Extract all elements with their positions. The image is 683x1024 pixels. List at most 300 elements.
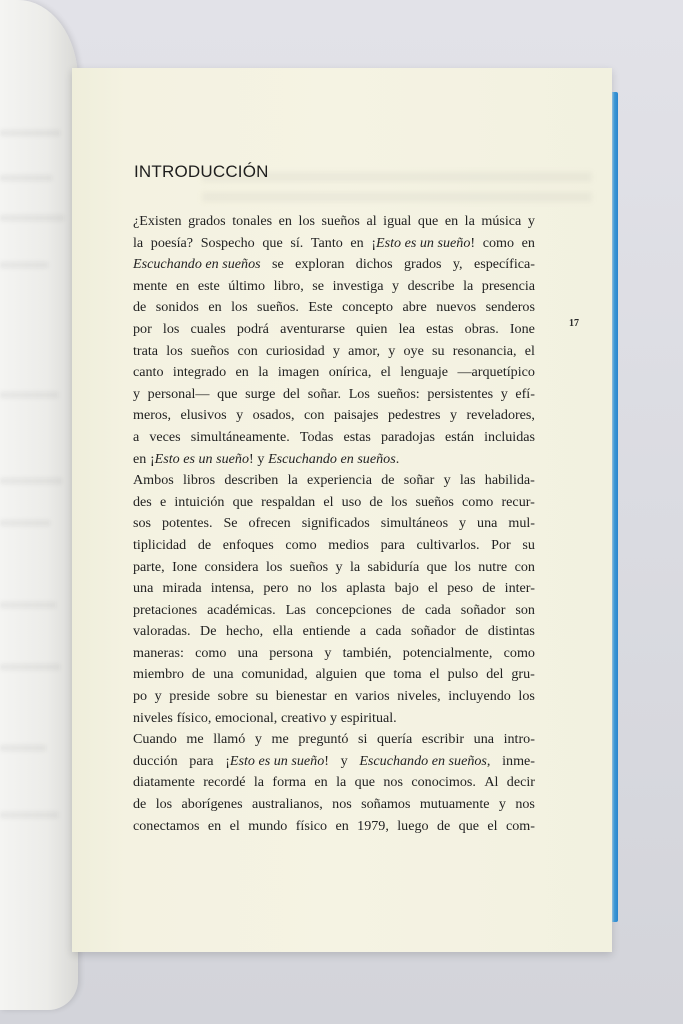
text-line — [133, 297, 535, 319]
text-run: ducción — [133, 752, 178, 769]
word — [183, 470, 215, 492]
word — [447, 578, 473, 600]
text-run: como — [462, 493, 494, 510]
text-run: con — [304, 407, 325, 424]
italic-title: Escuchando en sueños — [133, 256, 261, 273]
word — [366, 211, 376, 233]
word — [203, 772, 245, 794]
word — [133, 578, 153, 600]
word — [176, 276, 189, 298]
text-line — [133, 427, 535, 449]
text-run: Este — [308, 299, 333, 316]
text-run: físico — [295, 817, 328, 834]
text-run: y — [332, 342, 340, 359]
text-run: y — [498, 796, 506, 813]
word — [166, 341, 182, 363]
word — [303, 621, 351, 643]
word — [356, 254, 393, 276]
text-run: una — [133, 580, 154, 597]
text-run: el — [429, 666, 440, 683]
word — [288, 470, 298, 492]
text-run: en — [334, 688, 348, 705]
word — [422, 729, 464, 751]
word — [133, 492, 152, 514]
word — [335, 816, 348, 838]
text-run: son — [515, 601, 535, 618]
text-run: Ione — [172, 558, 198, 575]
text-line — [133, 729, 535, 751]
word — [393, 664, 421, 686]
word — [430, 664, 440, 686]
text-run: de — [197, 536, 212, 553]
text-run: están — [445, 428, 475, 445]
word — [262, 233, 282, 255]
text-run: y — [324, 644, 332, 661]
word — [133, 816, 200, 838]
show-through-text — [0, 520, 50, 526]
show-through-text — [0, 602, 56, 608]
text-run: soñador — [410, 623, 456, 640]
word — [162, 513, 213, 535]
text-run: amor, — [348, 342, 381, 359]
word — [349, 384, 370, 406]
word — [369, 492, 382, 514]
word — [478, 557, 507, 579]
text-run: pedestres — [388, 407, 441, 424]
text-run: de — [401, 601, 416, 618]
text-run: no — [297, 580, 312, 597]
text-run: soñar. — [307, 385, 342, 402]
word — [133, 319, 152, 341]
text-run: para — [189, 752, 214, 769]
text-run: me — [271, 731, 289, 748]
text-run: Ione — [509, 320, 535, 337]
word — [445, 211, 458, 233]
text-run: dichos — [355, 256, 393, 273]
word — [486, 297, 535, 319]
word — [217, 384, 237, 406]
word — [133, 427, 139, 449]
word — [453, 254, 463, 276]
text-run: significados — [301, 515, 370, 532]
word — [399, 319, 415, 341]
word — [133, 341, 158, 363]
word — [322, 211, 360, 233]
word — [358, 729, 367, 751]
word — [279, 211, 292, 233]
word — [420, 794, 490, 816]
word — [314, 772, 327, 794]
text-run: en — [521, 234, 535, 251]
text-run: que — [217, 385, 238, 402]
text-run: obras. — [464, 320, 499, 337]
text-run: y — [133, 385, 141, 402]
word — [254, 772, 264, 794]
text-run: mundo — [248, 817, 288, 834]
text-line — [133, 772, 535, 794]
text-run: sueños — [415, 493, 454, 510]
word — [465, 319, 499, 341]
word — [298, 578, 312, 600]
word — [391, 492, 407, 514]
text-run: Al — [484, 774, 499, 791]
word — [162, 578, 201, 600]
word — [316, 600, 392, 622]
text-run: soñador — [460, 601, 506, 618]
word — [237, 319, 269, 341]
text-run: ella — [272, 623, 294, 640]
word — [522, 233, 535, 255]
text-run: ¡ — [225, 752, 230, 769]
text-run: parte, — [133, 558, 165, 575]
text-line — [133, 600, 535, 622]
word — [169, 686, 210, 708]
text-run: las — [459, 472, 476, 489]
word — [308, 297, 332, 319]
text-run: estas — [343, 428, 371, 445]
word — [236, 405, 243, 427]
text-run: escribir — [421, 731, 465, 748]
word — [333, 341, 340, 363]
italic-title: Esto es un sueño — [229, 752, 325, 769]
text-run: y — [500, 385, 508, 402]
text-run: bienestar — [275, 688, 327, 705]
word — [200, 621, 216, 643]
word — [348, 341, 380, 363]
word — [133, 233, 143, 255]
word — [416, 535, 479, 557]
text-run: su — [432, 342, 445, 359]
text-run: De — [200, 623, 217, 640]
text-run: curiosidad — [265, 342, 325, 359]
text-run: podrá — [236, 320, 269, 337]
text-run: físico, — [176, 709, 212, 726]
word — [481, 211, 521, 233]
text-run: sueños — [289, 558, 329, 575]
word — [302, 513, 370, 535]
text-line — [133, 816, 535, 838]
word — [418, 211, 438, 233]
text-run: 1979, — [357, 817, 389, 834]
word — [381, 427, 435, 449]
text-run: comunidad, — [241, 666, 308, 683]
text-run: paisajes — [333, 407, 379, 424]
word — [334, 686, 347, 708]
text-run: conectamos — [133, 817, 200, 834]
word — [133, 362, 164, 384]
word — [174, 492, 224, 514]
show-through-text — [0, 175, 52, 181]
word — [361, 794, 410, 816]
text-run: , — [486, 752, 491, 769]
word — [350, 557, 360, 579]
word — [381, 513, 448, 535]
paragraph — [133, 470, 535, 729]
word — [266, 557, 282, 579]
word — [198, 535, 211, 557]
word — [198, 276, 220, 298]
word — [484, 427, 535, 449]
word — [133, 664, 184, 686]
left-page-edge — [0, 0, 78, 1010]
text-run: en — [278, 213, 292, 229]
text-run: y — [340, 752, 348, 769]
text-run: cada — [425, 601, 451, 618]
text-run: los — [298, 213, 315, 229]
word — [307, 470, 372, 492]
text-run: creativo — [280, 709, 327, 726]
word — [213, 664, 233, 686]
text-run: Sospecho — [200, 234, 255, 251]
text-run: del — [486, 666, 504, 683]
word — [261, 492, 315, 514]
text-run: la — [463, 277, 474, 294]
text-run: en — [207, 817, 222, 834]
word — [504, 729, 535, 751]
text-run: en — [350, 234, 364, 251]
word — [522, 535, 535, 557]
text-run: efí- — [515, 385, 535, 402]
word — [269, 643, 313, 665]
word — [491, 535, 511, 557]
text-run: que — [354, 774, 375, 791]
word — [248, 513, 290, 535]
text-run: diatamente — [133, 774, 195, 791]
text-run: canto — [133, 364, 164, 381]
text-run: cuales — [190, 320, 226, 337]
word — [133, 513, 151, 535]
word — [272, 729, 289, 751]
text-run: sí. — [290, 234, 304, 251]
text-run: sobre — [217, 688, 249, 705]
text-run: en — [208, 299, 222, 316]
word — [355, 772, 375, 794]
word — [437, 816, 450, 838]
word — [160, 492, 166, 514]
word — [383, 211, 411, 233]
text-run: ¡ — [371, 234, 377, 251]
text-run: la — [253, 774, 264, 791]
text-run: personal— — [147, 385, 210, 402]
word — [245, 384, 275, 406]
text-run: Se — [223, 515, 238, 532]
text-run: sonidos — [155, 299, 199, 316]
word — [381, 535, 405, 557]
text-run: Las — [285, 601, 306, 618]
word — [133, 729, 177, 751]
word — [502, 751, 535, 773]
word — [343, 643, 392, 665]
word — [252, 794, 323, 816]
show-through-text — [0, 130, 60, 136]
text-run: de — [465, 623, 479, 640]
word — [397, 816, 428, 838]
word — [488, 621, 535, 643]
text-run: sueños — [190, 342, 230, 359]
word — [133, 276, 167, 298]
text-line — [133, 751, 535, 773]
word — [272, 772, 306, 794]
text-run: ! — [249, 450, 254, 467]
word — [312, 276, 324, 298]
text-run: describen — [224, 472, 279, 489]
text-line — [133, 492, 535, 514]
word — [450, 405, 457, 427]
text-run: niveles, — [397, 688, 441, 705]
text-run: y — [236, 407, 244, 424]
word — [388, 341, 395, 363]
word — [173, 362, 226, 384]
text-run: estas — [426, 320, 454, 337]
text-line — [133, 341, 535, 363]
text-run: enfoques — [222, 536, 274, 553]
word — [346, 578, 385, 600]
text-run: paradojas — [380, 428, 435, 445]
word — [388, 405, 440, 427]
word — [323, 492, 333, 514]
text-run: quería — [377, 731, 413, 748]
page-number: 17 — [569, 318, 579, 329]
text-run: su — [522, 536, 535, 553]
word — [463, 276, 473, 298]
word — [448, 686, 511, 708]
text-run: la — [349, 558, 361, 575]
word — [400, 362, 448, 384]
text-run: sos — [133, 515, 152, 532]
text-run: uso — [341, 493, 362, 510]
text-run: nuevos — [436, 299, 477, 316]
text-run: conocimos. — [411, 774, 476, 791]
word — [432, 341, 445, 363]
text-run: que — [262, 234, 283, 251]
text-run: que — [426, 558, 447, 575]
text-line — [133, 535, 535, 557]
text-run: inter- — [504, 580, 535, 597]
text-run: como — [195, 644, 227, 661]
text-run: presencia — [481, 277, 535, 294]
text-run: y — [330, 709, 338, 726]
word — [133, 794, 146, 816]
word — [208, 297, 221, 319]
word — [329, 362, 372, 384]
word — [192, 664, 205, 686]
text-run: sabiduría — [367, 558, 420, 575]
text-run: se — [271, 256, 284, 273]
word — [383, 772, 403, 794]
text-line — [133, 708, 535, 730]
word — [350, 233, 363, 255]
word — [402, 600, 415, 622]
text-line — [133, 686, 535, 708]
text-line — [133, 405, 535, 427]
text-run: como — [482, 234, 515, 251]
text-run: concepciones — [315, 601, 392, 618]
text-run: persistentes — [427, 385, 494, 402]
word — [341, 708, 397, 730]
word — [133, 211, 182, 233]
text-line — [133, 319, 535, 341]
word — [408, 276, 455, 298]
text-run: inme- — [502, 752, 535, 769]
word — [281, 708, 326, 730]
word — [403, 643, 493, 665]
text-line — [133, 578, 535, 600]
text-run: una — [213, 666, 234, 683]
text-line — [133, 233, 535, 255]
text-run: que — [458, 817, 480, 834]
word — [392, 276, 399, 298]
text-run: niveles — [133, 709, 173, 726]
text-run: se — [312, 277, 325, 294]
text-run: grados — [403, 256, 442, 273]
text-run: de — [133, 796, 147, 813]
word — [528, 211, 535, 233]
text-run: una — [473, 731, 494, 748]
word — [427, 557, 447, 579]
text-run: australianos, — [251, 796, 323, 813]
italic-title: Esto es un sueño — [376, 234, 471, 251]
word — [285, 535, 316, 557]
text-run: recordé — [203, 774, 246, 791]
word — [304, 405, 324, 427]
text-run: y — [154, 688, 162, 705]
show-through-text — [0, 478, 62, 484]
text-run: integrado — [172, 364, 227, 381]
text-run: libros — [182, 472, 216, 489]
word — [515, 557, 535, 579]
word — [360, 621, 366, 643]
text-run: veces — [149, 428, 181, 445]
text-run: aborígenes — [181, 796, 243, 813]
word — [226, 621, 263, 643]
word — [460, 470, 476, 492]
text-run: Ambos — [133, 472, 174, 489]
word — [149, 427, 180, 449]
word — [296, 816, 327, 838]
text-run: maneras: — [133, 644, 184, 661]
word — [402, 297, 426, 319]
word — [205, 557, 259, 579]
word — [148, 384, 210, 406]
text-run: que — [232, 493, 253, 510]
word — [248, 816, 287, 838]
text-run: para — [380, 536, 405, 553]
word — [448, 664, 479, 686]
text-line — [133, 664, 535, 686]
text-run: los — [265, 558, 283, 575]
word — [256, 686, 269, 708]
text-run: la — [133, 234, 144, 251]
word — [257, 449, 264, 471]
text-run: entiende — [302, 623, 351, 640]
text-run: cultivarlos. — [416, 536, 480, 553]
text-run: en — [314, 774, 328, 791]
text-run: simultáneamente. — [190, 428, 290, 445]
word — [411, 772, 476, 794]
word — [436, 297, 476, 319]
show-through-text — [0, 745, 46, 751]
word — [333, 276, 384, 298]
text-run: nos — [383, 774, 403, 791]
text-run: en — [133, 450, 147, 467]
word — [518, 686, 534, 708]
text-line — [133, 449, 535, 471]
text-run: emocional, — [215, 709, 278, 726]
word — [133, 557, 165, 579]
text-run: de — [133, 299, 147, 316]
text-run: como — [285, 536, 317, 553]
body-text — [133, 211, 535, 837]
